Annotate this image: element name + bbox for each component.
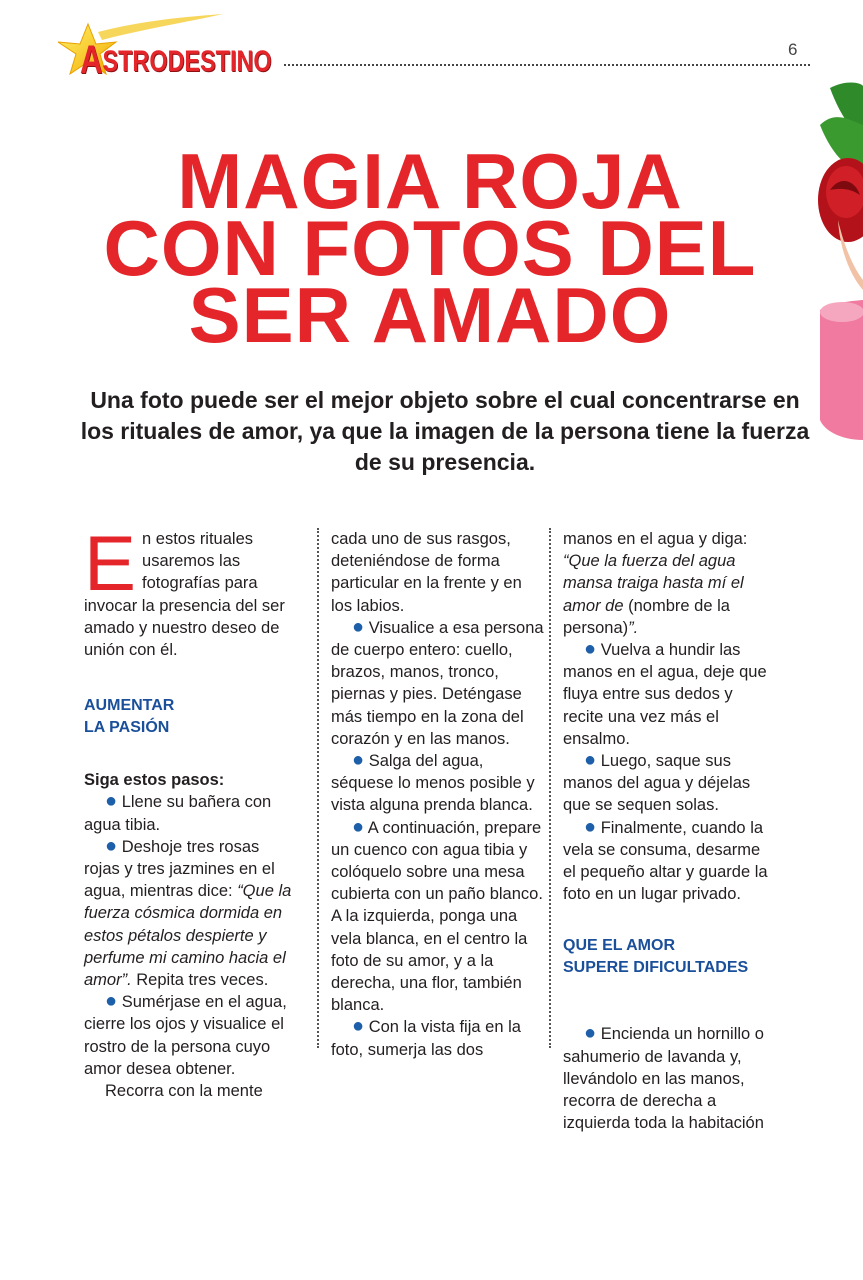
article-subtitle: Una foto puede ser el mejor objeto sobre el cual concentrarse en los rituales de amor, ya que la imagen de la persona tiene la fuerza de su presencia.: [80, 387, 810, 475]
step-paragraph: ● Finalmente, cuando la vela se consuma, desarme el pequeño altar y guarde la foto en un lugar privado.: [563, 815, 768, 904]
step-paragraph: cada uno de sus rasgos, deteniéndose de forma particular en la frente y en los labios.: [331, 530, 522, 615]
bullet-dot-icon: ●: [352, 1015, 365, 1038]
title-line: MAGIA ROJA: [177, 137, 683, 225]
bullet-dot-icon: ●: [584, 638, 597, 661]
masthead-logo: [58, 14, 298, 80]
bullet-dot-icon: ●: [584, 749, 597, 772]
step-paragraph: ● Con la vista fija en la foto, sumerja las dos: [331, 1015, 521, 1059]
page-number: 6: [788, 40, 798, 59]
steps-label: Siga estos pasos:: [84, 771, 225, 790]
column-2: [331, 528, 544, 1061]
bullet-dot-icon: ●: [352, 815, 365, 838]
step-paragraph: ● Llene su bañera con agua tibia.: [84, 790, 272, 834]
column-3: [563, 528, 777, 1134]
drop-cap: E: [84, 519, 137, 607]
step-paragraph: ● Deshoje tres rosas rojas y tres jazmines en el agua, mientras dice: “Que la fuerza cósmica dormida en estos pétalos despierte y perfume mi camino hacia el amor”. Repita tres veces.: [84, 834, 292, 990]
bullet-dot-icon: ●: [352, 749, 365, 772]
brand-name: ASTRODESTINO: [80, 38, 272, 82]
bullet-dot-icon: ●: [105, 790, 118, 813]
header-rule: [284, 64, 810, 66]
column-separator: [549, 528, 551, 1048]
column-1: [84, 519, 296, 1102]
title-line: SER AMADO: [188, 271, 672, 359]
step-paragraph: ● Encienda un hornillo o sahumerio de lavanda y, llevándolo en las manos, recorra de derecha a izquierda toda la habitación: [563, 1022, 764, 1133]
bullet-dot-icon: ●: [584, 1022, 597, 1045]
step-paragraph: ● A continuación, prepare un cuenco con agua tibia y colóquelo sobre una mesa cubierta con un paño blanco. A la izquierda, ponga una vela blanca, en el centro la foto de su amor, y a la derecha, una flor, también blanca.: [331, 815, 543, 1015]
bullet-dot-icon: ●: [105, 834, 118, 857]
section-heading: AUMENTAR LA PASIÓN: [84, 697, 175, 737]
bullet-dot-icon: ●: [584, 815, 597, 838]
intro-paragraph: En estos rituales usaremos las fotografías para invocar la presencia del ser amado y nuestro deseo de unión con él.: [84, 519, 285, 660]
section-heading: QUE EL AMOR SUPERE DIFICULTADES: [563, 937, 749, 977]
step-paragraph: manos en el agua y diga: “Que la fuerza del agua mansa traiga hasta mí el amor de (nombre de la persona)”.: [563, 530, 748, 637]
column-separator: [317, 528, 319, 1048]
title-line: CON FOTOS DEL: [103, 204, 757, 292]
article-title: [100, 137, 760, 359]
bullet-dot-icon: ●: [352, 615, 365, 638]
bullet-dot-icon: ●: [105, 990, 118, 1013]
step-paragraph: ● Visualice a esa persona de cuerpo entero: cuello, brazos, manos, tronco, piernas y pies. Deténgase más tiempo en la zona del corazón y en las manos.: [331, 615, 544, 748]
step-paragraph: ● Sumérjase en el agua, cierre los ojos y visualice el rostro de la persona cuyo amor desea obtener.: [84, 990, 287, 1078]
step-paragraph: ● Salga del agua, séquese lo menos posible y vista alguna prenda blanca.: [331, 749, 535, 815]
step-paragraph: Recorra con la mente: [105, 1082, 263, 1101]
step-paragraph: ● Vuelva a hundir las manos en el agua, deje que fluya entre sus dedos y recite una vez más el ensalmo.: [563, 638, 767, 748]
step-paragraph: ● Luego, saque sus manos del agua y déjelas que se sequen solas.: [563, 749, 751, 815]
